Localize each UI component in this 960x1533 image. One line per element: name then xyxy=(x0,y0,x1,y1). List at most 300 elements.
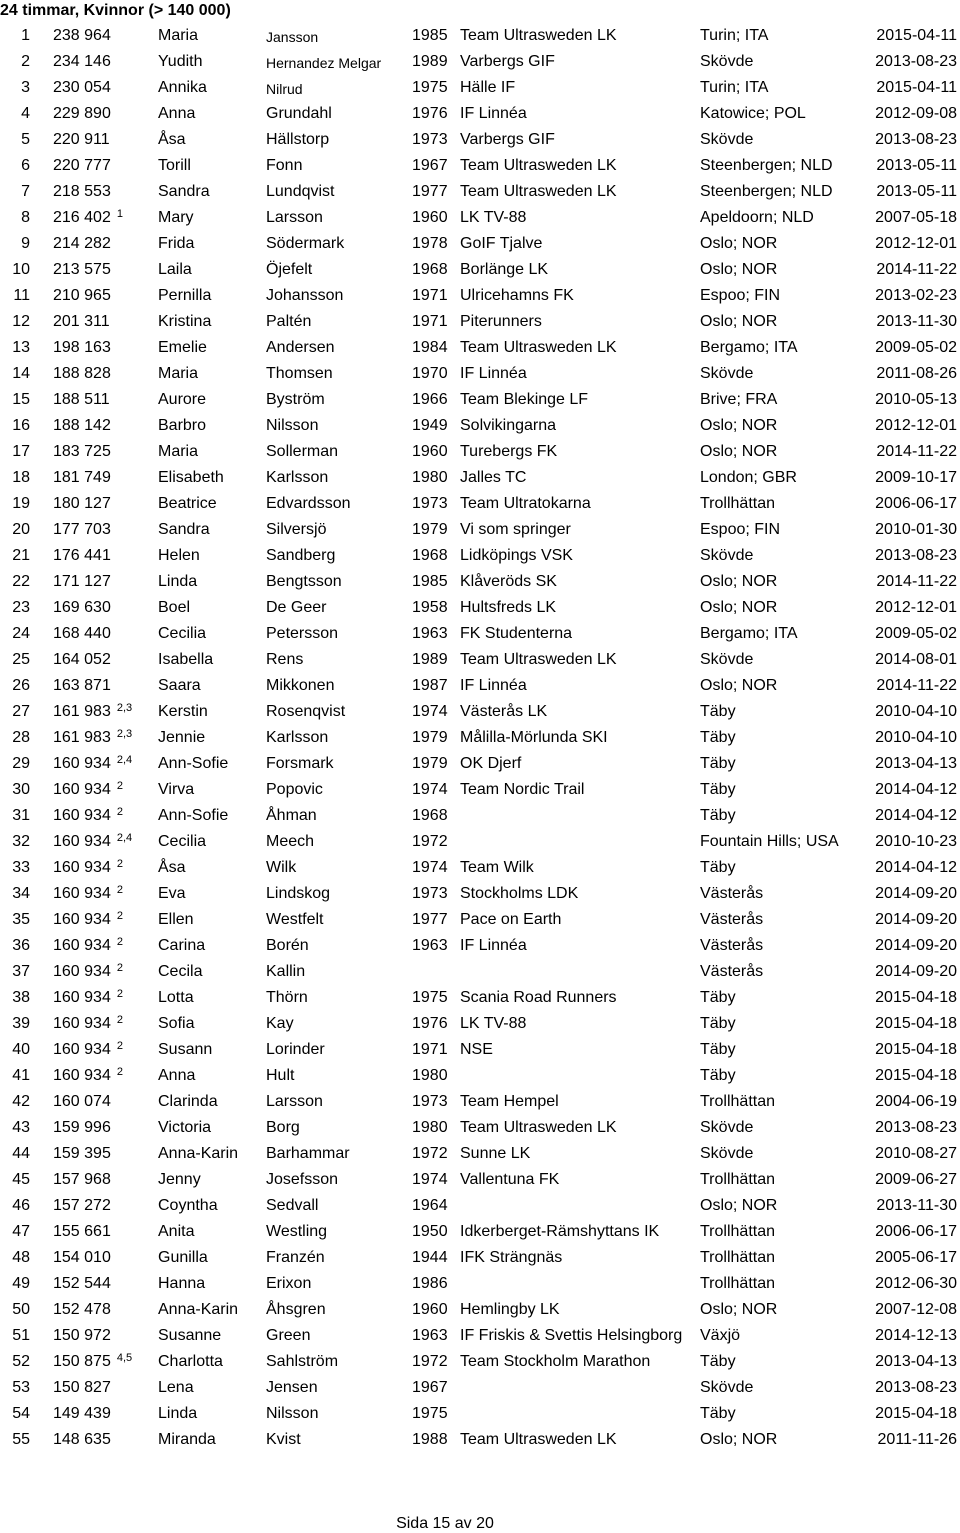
first-name-cell: Anna-Karin xyxy=(158,1145,239,1162)
last-name-cell: Hernandez Melgar xyxy=(266,55,382,71)
first-name-cell: Yudith xyxy=(158,53,203,70)
distance-value: 160 934 xyxy=(53,989,111,1006)
last-name-cell: Wilk xyxy=(266,859,297,876)
last-name-cell: Borén xyxy=(266,937,309,954)
place-cell: Trollhättan xyxy=(700,1093,775,1110)
table-row xyxy=(0,1089,960,1115)
club-cell: Jalles TC xyxy=(460,469,527,486)
last-name-cell: Södermark xyxy=(266,235,345,252)
distance-value: 157 272 xyxy=(53,1197,111,1214)
rank-cell: 26 xyxy=(12,677,30,694)
rank-cell: 51 xyxy=(12,1327,30,1344)
first-name-cell: Sandra xyxy=(158,521,210,538)
distance-value: 160 934 xyxy=(53,937,111,954)
table-row xyxy=(0,907,960,933)
place-cell: Trollhättan xyxy=(700,495,775,512)
birth-year-cell: 1971 xyxy=(412,287,448,304)
distance-value: 218 553 xyxy=(53,183,111,200)
table-row xyxy=(0,465,960,491)
birth-year-cell: 1974 xyxy=(412,703,448,720)
rank-cell: 21 xyxy=(12,547,30,564)
date-cell: 2012-06-30 xyxy=(875,1275,957,1292)
place-cell: Skövde xyxy=(700,1379,754,1396)
place-cell: Täby xyxy=(700,807,736,824)
last-name-cell: Sollerman xyxy=(266,443,339,460)
birth-year-cell: 1949 xyxy=(412,417,448,434)
distance-value: 234 146 xyxy=(53,53,111,70)
distance-cell xyxy=(53,469,111,487)
birth-year-cell: 1980 xyxy=(412,1067,448,1084)
rank-cell: 50 xyxy=(12,1301,30,1318)
distance-cell xyxy=(53,79,111,97)
last-name-cell: Forsmark xyxy=(266,755,334,772)
first-name-cell: Cecilia xyxy=(158,833,207,850)
distance-cell xyxy=(53,1301,111,1319)
place-cell: Steenbergen; NLD xyxy=(700,157,833,174)
rank-cell: 6 xyxy=(21,157,30,174)
date-cell: 2013-02-23 xyxy=(875,287,957,304)
table-row xyxy=(0,1245,960,1271)
first-name-cell: Victoria xyxy=(158,1119,212,1136)
distance-cell xyxy=(53,937,123,955)
last-name-cell: Johansson xyxy=(266,287,344,304)
date-cell: 2010-01-30 xyxy=(875,521,957,538)
last-name-cell: Rosenqvist xyxy=(266,703,346,720)
club-cell: LK TV-88 xyxy=(460,209,527,226)
rank-cell: 11 xyxy=(13,287,30,304)
first-name-cell: Cecila xyxy=(158,963,203,980)
club-cell: Varbergs GIF xyxy=(460,53,555,70)
distance-cell xyxy=(53,703,132,721)
table-row xyxy=(0,959,960,985)
place-cell: Skövde xyxy=(700,131,754,148)
first-name-cell: Ellen xyxy=(158,911,194,928)
table-row xyxy=(0,257,960,283)
table-row xyxy=(0,49,960,75)
birth-year-cell: 1973 xyxy=(412,131,448,148)
table-row xyxy=(0,1349,960,1375)
distance-cell xyxy=(53,1145,111,1163)
birth-year-cell: 1973 xyxy=(412,1093,448,1110)
distance-value: 152 478 xyxy=(53,1301,111,1318)
first-name-cell: Susanne xyxy=(158,1327,222,1344)
first-name-cell: Maria xyxy=(158,27,199,44)
place-cell: Oslo; NOR xyxy=(700,235,778,252)
last-name-cell: Sedvall xyxy=(266,1197,319,1214)
club-cell: NSE xyxy=(460,1041,493,1058)
date-cell: 2015-04-18 xyxy=(875,989,957,1006)
first-name-cell: Charlotta xyxy=(158,1353,223,1370)
place-cell: Bergamo; ITA xyxy=(700,339,798,356)
distance-value: 150 972 xyxy=(53,1327,111,1344)
distance-cell xyxy=(53,105,111,123)
date-cell: 2015-04-18 xyxy=(875,1015,957,1032)
footnote-marker: 2 xyxy=(116,1014,123,1026)
last-name-cell: Kvist xyxy=(266,1431,301,1448)
last-name-cell: Karlsson xyxy=(266,469,329,486)
date-cell: 2012-09-08 xyxy=(875,105,957,122)
first-name-cell: Elisabeth xyxy=(158,469,224,486)
club-cell: Hultsfreds LK xyxy=(460,599,557,616)
last-name-cell: Åhsgren xyxy=(266,1301,326,1318)
first-name-cell: Helen xyxy=(158,547,200,564)
distance-value: 216 402 xyxy=(53,209,111,226)
place-cell: Oslo; NOR xyxy=(700,573,778,590)
distance-value: 160 934 xyxy=(53,963,111,980)
table-row xyxy=(0,777,960,803)
table-row xyxy=(0,283,960,309)
distance-cell xyxy=(53,1249,111,1267)
distance-cell xyxy=(53,131,110,149)
distance-cell xyxy=(53,521,111,539)
rank-cell: 18 xyxy=(12,469,30,486)
birth-year-cell: 1960 xyxy=(412,443,448,460)
date-cell: 2014-12-13 xyxy=(875,1327,957,1344)
rank-cell: 47 xyxy=(12,1223,30,1240)
last-name-cell: Franzén xyxy=(266,1249,325,1266)
rank-cell: 7 xyxy=(21,183,30,200)
distance-cell xyxy=(53,209,123,227)
place-cell: Oslo; NOR xyxy=(700,443,778,460)
table-row xyxy=(0,231,960,257)
rank-cell: 35 xyxy=(12,911,30,928)
table-row xyxy=(0,1219,960,1245)
distance-value: 161 983 xyxy=(53,729,111,746)
date-cell: 2009-05-02 xyxy=(875,625,957,642)
footnote-marker: 2,3 xyxy=(116,728,133,740)
place-cell: Växjö xyxy=(700,1327,741,1344)
rank-cell: 45 xyxy=(12,1171,30,1188)
birth-year-cell: 1968 xyxy=(412,547,448,564)
place-cell: Täby xyxy=(700,729,736,746)
place-cell: Turin; ITA xyxy=(700,27,769,44)
distance-value: 160 934 xyxy=(53,859,111,876)
rank-cell: 17 xyxy=(12,443,30,460)
date-cell: 2013-08-23 xyxy=(875,547,957,564)
footnote-marker: 2 xyxy=(116,1040,123,1052)
place-cell: Skövde xyxy=(700,1119,754,1136)
table-row xyxy=(0,595,960,621)
distance-cell xyxy=(53,651,111,669)
distance-cell xyxy=(53,1275,111,1293)
birth-year-cell: 1958 xyxy=(412,599,448,616)
footnote-marker: 2 xyxy=(116,936,123,948)
distance-value: 160 934 xyxy=(53,1015,111,1032)
distance-value: 201 311 xyxy=(53,313,110,330)
distance-value: 177 703 xyxy=(53,521,111,538)
club-cell: Team Ultrasweden LK xyxy=(460,157,617,174)
rank-cell: 55 xyxy=(12,1431,30,1448)
last-name-cell: Andersen xyxy=(266,339,335,356)
birth-year-cell: 1963 xyxy=(412,1327,448,1344)
table-row xyxy=(0,1427,960,1453)
place-cell: Katowice; POL xyxy=(700,105,806,122)
table-row xyxy=(0,543,960,569)
place-cell: Skövde xyxy=(700,547,754,564)
club-cell: Team Ultratokarna xyxy=(460,495,591,512)
distance-value: 183 725 xyxy=(53,443,111,460)
table-row xyxy=(0,1375,960,1401)
footnote-marker: 2 xyxy=(116,884,123,896)
distance-value: 160 934 xyxy=(53,833,111,850)
date-cell: 2013-04-13 xyxy=(875,755,957,772)
birth-year-cell: 1950 xyxy=(412,1223,448,1240)
first-name-cell: Coyntha xyxy=(158,1197,218,1214)
distance-value: 210 965 xyxy=(53,287,111,304)
last-name-cell: Meech xyxy=(266,833,315,850)
distance-cell xyxy=(53,547,111,565)
distance-value: 163 871 xyxy=(53,677,111,694)
birth-year-cell: 1978 xyxy=(412,235,448,252)
date-cell: 2012-12-01 xyxy=(875,235,957,252)
place-cell: Steenbergen; NLD xyxy=(700,183,833,200)
place-cell: Oslo; NOR xyxy=(700,1301,778,1318)
distance-cell xyxy=(53,495,111,513)
birth-year-cell: 1979 xyxy=(412,521,448,538)
place-cell: Oslo; NOR xyxy=(700,1197,778,1214)
date-cell: 2010-10-23 xyxy=(875,833,957,850)
rank-cell: 30 xyxy=(12,781,30,798)
last-name-cell: Petersson xyxy=(266,625,339,642)
last-name-cell: Sandberg xyxy=(266,547,336,564)
distance-value: 169 630 xyxy=(53,599,111,616)
birth-year-cell: 1971 xyxy=(412,313,448,330)
date-cell: 2009-05-02 xyxy=(875,339,957,356)
distance-cell xyxy=(53,677,111,695)
birth-year-cell: 1976 xyxy=(412,1015,448,1032)
table-row xyxy=(0,1297,960,1323)
first-name-cell: Kristina xyxy=(158,313,212,330)
table-row xyxy=(0,23,960,49)
last-name-cell: Hult xyxy=(266,1067,295,1084)
first-name-cell: Cecilia xyxy=(158,625,207,642)
rank-cell: 16 xyxy=(12,417,30,434)
club-cell: Klåveröds SK xyxy=(460,573,557,590)
birth-year-cell: 1974 xyxy=(412,859,448,876)
table-row xyxy=(0,1063,960,1089)
distance-value: 213 575 xyxy=(53,261,111,278)
birth-year-cell: 1973 xyxy=(412,495,448,512)
club-cell: OK Djerf xyxy=(460,755,522,772)
distance-value: 188 828 xyxy=(53,365,111,382)
rank-cell: 13 xyxy=(12,339,30,356)
birth-year-cell: 1974 xyxy=(412,781,448,798)
birth-year-cell: 1989 xyxy=(412,651,448,668)
club-cell: IFK Strängnäs xyxy=(460,1249,563,1266)
first-name-cell: Eva xyxy=(158,885,186,902)
distance-value: 160 934 xyxy=(53,1067,111,1084)
distance-cell xyxy=(53,573,111,591)
distance-cell xyxy=(53,1431,111,1449)
last-name-cell: Thomsen xyxy=(266,365,333,382)
club-cell: Team Wilk xyxy=(460,859,534,876)
table-row xyxy=(0,1037,960,1063)
distance-cell xyxy=(53,911,123,929)
last-name-cell: Erixon xyxy=(266,1275,312,1292)
place-cell: Täby xyxy=(700,1067,736,1084)
place-cell: Täby xyxy=(700,989,736,1006)
place-cell: Oslo; NOR xyxy=(700,1431,778,1448)
date-cell: 2014-09-20 xyxy=(875,963,957,980)
distance-cell xyxy=(53,53,111,71)
date-cell: 2005-06-17 xyxy=(875,1249,957,1266)
first-name-cell: Laila xyxy=(158,261,192,278)
last-name-cell: Nilsson xyxy=(266,1405,319,1422)
first-name-cell: Boel xyxy=(158,599,191,616)
table-row xyxy=(0,855,960,881)
first-name-cell: Saara xyxy=(158,677,201,694)
table-row xyxy=(0,647,960,673)
last-name-cell: Karlsson xyxy=(266,729,329,746)
place-cell: Oslo; NOR xyxy=(700,599,778,616)
club-cell: IF Linnéa xyxy=(460,105,527,122)
first-name-cell: Anita xyxy=(158,1223,195,1240)
last-name-cell: Green xyxy=(266,1327,311,1344)
club-cell: Vallentuna FK xyxy=(460,1171,560,1188)
distance-value: 230 054 xyxy=(53,79,111,96)
birth-year-cell: 1944 xyxy=(412,1249,448,1266)
table-row xyxy=(0,179,960,205)
date-cell: 2014-04-12 xyxy=(875,781,957,798)
birth-year-cell: 1976 xyxy=(412,105,448,122)
birth-year-cell: 1964 xyxy=(412,1197,448,1214)
date-cell: 2014-11-22 xyxy=(876,261,957,278)
date-cell: 2014-08-01 xyxy=(875,651,957,668)
distance-cell xyxy=(53,261,111,279)
rank-cell: 10 xyxy=(12,261,30,278)
first-name-cell: Sofia xyxy=(158,1015,195,1032)
rank-cell: 9 xyxy=(21,235,30,252)
date-cell: 2009-10-17 xyxy=(875,469,957,486)
rank-cell: 5 xyxy=(21,131,30,148)
footnote-marker: 1 xyxy=(116,208,123,220)
table-row xyxy=(0,751,960,777)
first-name-cell: Ann-Sofie xyxy=(158,807,229,824)
distance-cell xyxy=(53,1327,111,1345)
table-row xyxy=(0,309,960,335)
last-name-cell: Nilrud xyxy=(266,81,303,97)
birth-year-cell: 1979 xyxy=(412,755,448,772)
last-name-cell: Jansson xyxy=(266,29,319,45)
rank-cell: 12 xyxy=(12,313,30,330)
distance-value: 180 127 xyxy=(53,495,111,512)
date-cell: 2015-04-18 xyxy=(875,1041,957,1058)
date-cell: 2014-11-22 xyxy=(876,443,957,460)
place-cell: Oslo; NOR xyxy=(700,313,778,330)
birth-year-cell: 1963 xyxy=(412,937,448,954)
birth-year-cell: 1974 xyxy=(412,1171,448,1188)
table-row xyxy=(0,1011,960,1037)
last-name-cell: Westfelt xyxy=(266,911,324,928)
distance-value: 181 749 xyxy=(53,469,111,486)
club-cell: Målilla-Mörlunda SKI xyxy=(460,729,608,746)
first-name-cell: Annika xyxy=(158,79,207,96)
place-cell: Täby xyxy=(700,1015,736,1032)
table-row xyxy=(0,699,960,725)
club-cell: Västerås LK xyxy=(460,703,548,720)
club-cell: Team Ultrasweden LK xyxy=(460,183,617,200)
first-name-cell: Maria xyxy=(158,365,199,382)
rank-cell: 44 xyxy=(12,1145,30,1162)
distance-value: 148 635 xyxy=(53,1431,111,1448)
page-title: 24 timmar, Kvinnor (> 140 000) xyxy=(0,2,231,19)
rank-cell: 40 xyxy=(12,1041,30,1058)
club-cell: FK Studenterna xyxy=(460,625,573,642)
place-cell: Trollhättan xyxy=(700,1275,775,1292)
table-row xyxy=(0,205,960,231)
club-cell: Solvikingarna xyxy=(460,417,557,434)
last-name-cell: Öjefelt xyxy=(266,261,313,278)
club-cell: Hemlingby LK xyxy=(460,1301,560,1318)
rank-cell: 42 xyxy=(12,1093,30,1110)
club-cell: Ulricehamns FK xyxy=(460,287,574,304)
rank-cell: 20 xyxy=(12,521,30,538)
table-row xyxy=(0,1167,960,1193)
club-cell: Team Ultrasweden LK xyxy=(460,339,617,356)
birth-year-cell: 1985 xyxy=(412,573,448,590)
birth-year-cell: 1975 xyxy=(412,1405,448,1422)
last-name-cell: Westling xyxy=(266,1223,328,1240)
table-row xyxy=(0,1271,960,1297)
distance-cell xyxy=(53,313,110,331)
last-name-cell: Kay xyxy=(266,1015,294,1032)
footnote-marker: 2,4 xyxy=(116,832,133,844)
distance-cell xyxy=(53,339,111,357)
table-row xyxy=(0,829,960,855)
club-cell: Turebergs FK xyxy=(460,443,558,460)
last-name-cell: Jensen xyxy=(266,1379,318,1396)
date-cell: 2013-05-11 xyxy=(876,157,957,174)
date-cell: 2010-04-10 xyxy=(875,729,957,746)
birth-year-cell: 1972 xyxy=(412,833,448,850)
place-cell: Västerås xyxy=(700,911,764,928)
first-name-cell: Jenny xyxy=(158,1171,201,1188)
club-cell: LK TV-88 xyxy=(460,1015,527,1032)
club-cell: Lidköpings VSK xyxy=(460,547,573,564)
distance-value: 160 934 xyxy=(53,781,111,798)
first-name-cell: Miranda xyxy=(158,1431,216,1448)
birth-year-cell: 1985 xyxy=(412,27,448,44)
distance-value: 159 395 xyxy=(53,1145,111,1162)
place-cell: Västerås xyxy=(700,963,764,980)
rank-cell: 49 xyxy=(12,1275,30,1292)
place-cell: Skövde xyxy=(700,1145,754,1162)
footnote-marker: 2 xyxy=(116,1066,123,1078)
date-cell: 2012-12-01 xyxy=(875,417,957,434)
birth-year-cell: 1970 xyxy=(412,365,448,382)
last-name-cell: Kallin xyxy=(266,963,306,980)
last-name-cell: Josefsson xyxy=(266,1171,339,1188)
first-name-cell: Isabella xyxy=(158,651,214,668)
last-name-cell: Paltén xyxy=(266,313,312,330)
table-row xyxy=(0,335,960,361)
first-name-cell: Susann xyxy=(158,1041,213,1058)
table-row xyxy=(0,1193,960,1219)
distance-cell xyxy=(53,27,111,45)
distance-value: 214 282 xyxy=(53,235,111,252)
rank-cell: 32 xyxy=(12,833,30,850)
table-row xyxy=(0,569,960,595)
club-cell: Piterunners xyxy=(460,313,542,330)
distance-cell xyxy=(53,443,111,461)
first-name-cell: Ann-Sofie xyxy=(158,755,229,772)
distance-cell xyxy=(53,157,111,175)
first-name-cell: Clarinda xyxy=(158,1093,218,1110)
date-cell: 2013-08-23 xyxy=(875,131,957,148)
place-cell: Fountain Hills; USA xyxy=(700,833,839,850)
footnote-marker: 2 xyxy=(116,962,123,974)
distance-value: 220 777 xyxy=(53,157,111,174)
